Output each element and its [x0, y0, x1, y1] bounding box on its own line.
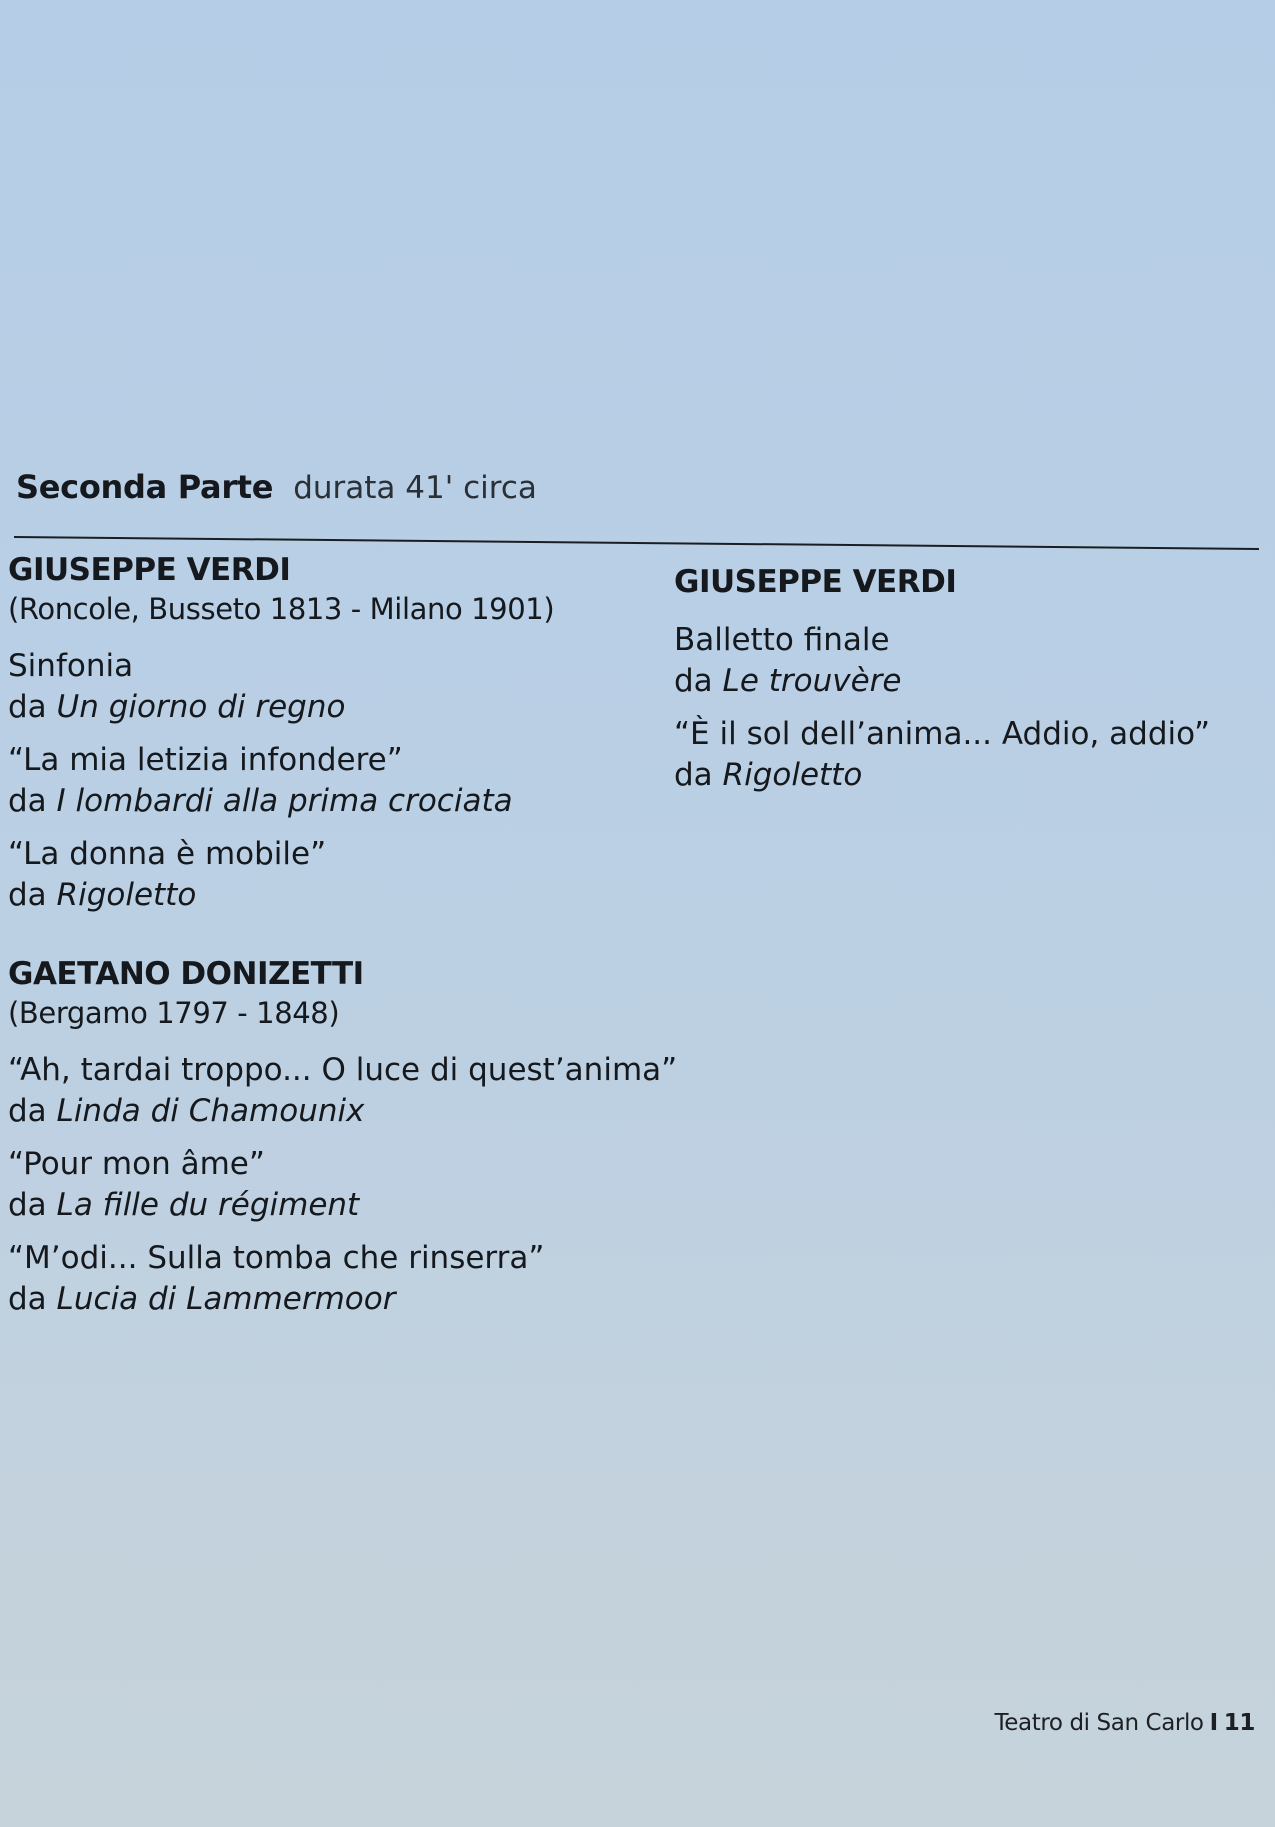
work-source: da Rigoletto	[8, 877, 197, 913]
work-title: Sinfonia	[8, 648, 134, 684]
work-title: “Ah, tardai troppo... O luce di quest’anima”	[8, 1052, 678, 1088]
work-source: da I lombardi alla prima crociata	[8, 783, 513, 819]
work-title: Balletto finale	[674, 622, 890, 658]
work-source: da Un giorno di regno	[8, 689, 346, 725]
section-duration: durata 41' circa	[293, 470, 537, 506]
program-item	[674, 714, 1234, 796]
work-source: da Linda di Chamounix	[8, 1093, 365, 1129]
work-source: da Rigoletto	[674, 757, 863, 793]
program-item	[8, 834, 688, 916]
composer-name: GIUSEPPE VERDI	[8, 552, 291, 588]
program-item	[674, 620, 1234, 702]
work-source: da Lucia di Lammermoor	[8, 1281, 396, 1317]
page-footer	[995, 1710, 1255, 1736]
composer-dates: (Bergamo 1797 - 1848)	[8, 996, 340, 1030]
venue-name: Teatro di San Carlo	[994, 1710, 1204, 1736]
program-item	[8, 1238, 688, 1320]
work-title: “È il sol dell’anima... Addio, addio”	[674, 716, 1211, 752]
section-header	[16, 468, 537, 506]
page-number: 11	[1223, 1710, 1255, 1736]
work-title: “M’odi... Sulla tomba che rinserra”	[8, 1240, 545, 1276]
work-title: “La mia letizia infondere”	[8, 742, 403, 778]
footer-separator: I	[1209, 1710, 1218, 1736]
program-item	[8, 740, 688, 822]
section-title: Seconda Parte	[16, 468, 274, 506]
left-column	[8, 550, 688, 1320]
program-item	[8, 1050, 688, 1132]
work-title: “Pour mon âme”	[8, 1146, 265, 1182]
header-divider	[14, 536, 1259, 550]
work-source: da La fille du régiment	[8, 1187, 360, 1223]
right-column	[674, 562, 1234, 796]
work-title: “La donna è mobile”	[8, 836, 327, 872]
composer-name: GAETANO DONIZETTI	[8, 956, 364, 992]
program-item	[8, 1144, 688, 1226]
program-item	[8, 646, 688, 728]
composer-name: GIUSEPPE VERDI	[674, 564, 957, 600]
composer-dates: (Roncole, Busseto 1813 - Milano 1901)	[8, 592, 555, 626]
work-source: da Le trouvère	[674, 663, 902, 699]
